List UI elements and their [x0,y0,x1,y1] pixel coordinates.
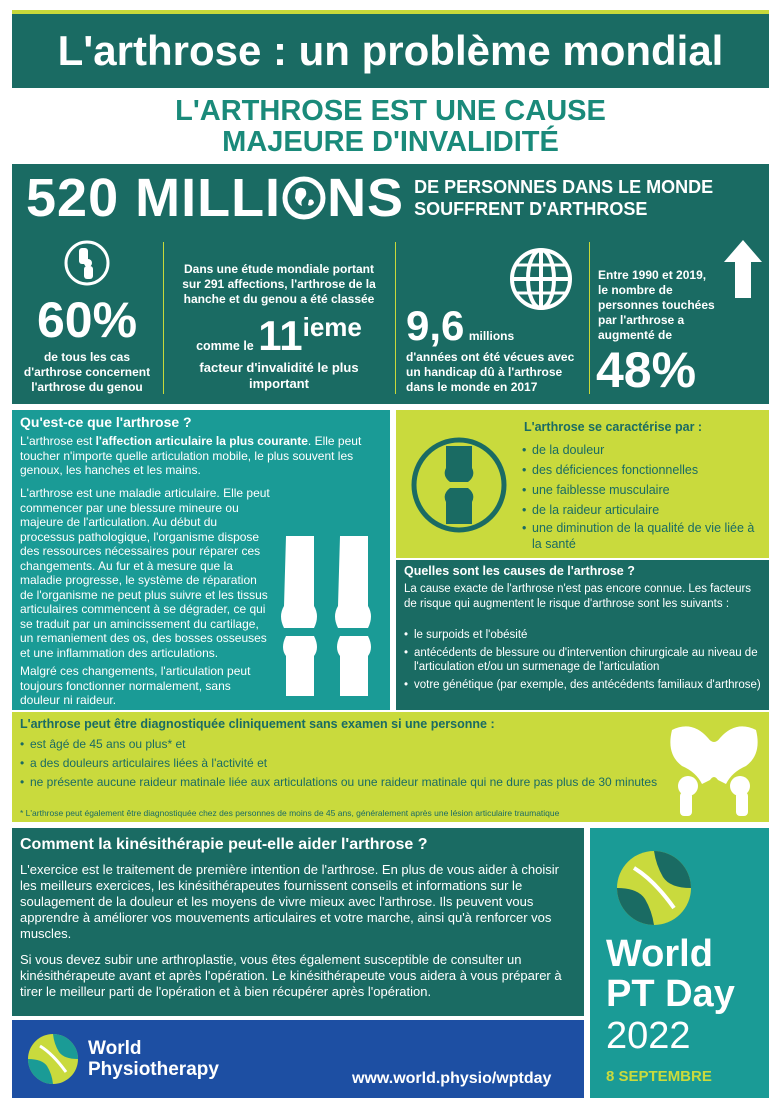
stat-ranking-prefix: comme le [196,339,254,353]
stat-knee-desc-2: d'arthrose concernent [23,365,151,379]
headline-number-end: NS [327,168,405,228]
stat-ranking-intro-1: Dans une étude mondiale portant [183,262,375,276]
stat-increase-desc-1: Entre 1990 et 2019, [598,268,707,282]
headline-description [414,176,713,220]
characteristics-section [396,410,769,558]
stat-increase-desc-4: par l'arthrose a [598,313,685,327]
list-item: • une faiblesse musculaire [522,480,762,500]
wpt-day-year: 2022 [606,1015,691,1057]
stat-ranking-intro-3: hanche et du genou a été classée [183,292,375,306]
what-paragraph-2: L'arthrose est une maladie articulaire. Elle peut commencer par une blessure mineure ou majeure de l'articulation. Au début du processus pathologique, l'organisme dispose des ressources nécessaires pour réparer ces changements. Au fur et à mesure que la maladie progresse, le système de réparation de l'organisme ne peut plus suivre et les tissus articulaires commencent à se dégrader, ce qui se traduit par un amincissement du cartilage, un remaniement des os, des bosses osseuses et une inflammation des articulations. [20,486,270,660]
wpt-day-date: 8 SEPTEMBRE [606,1068,712,1085]
stat-ranking-desc-1: facteur d'invalidité le plus [199,360,359,375]
world-pt-day-logo-icon [614,848,694,928]
what-p1-bold: l'affection articulaire la plus courante [95,434,308,448]
stat-increase [590,232,769,404]
diagnosis-footnote: * L'arthrose peut également être diagnostiquée chez des personnes de moins de 45 ans, généralement après une lésion articulaire traumatique [20,808,560,818]
knee-bones-icon [274,536,384,696]
what-heading: Qu'est-ce que l'arthrose ? [20,414,192,430]
list-item: • votre génétique (par exemple, des antécédents familiaux d'arthrose) [404,678,764,693]
causes-heading: Quelles sont les causes de l'arthrose ? [404,564,635,578]
list-item: • le surpoids et l'obésité [404,628,764,643]
what-paragraph-1 [20,434,384,478]
diagnosis-list [20,736,660,790]
stat-increase-desc-5: augmenté de [598,328,673,342]
headline-desc-2: SOUFFRENT D'ARTHROSE [414,199,648,219]
stat-ranking [164,232,394,404]
physio-heading: Comment la kinésithérapie peut-elle aider l'arthrose ? [20,836,428,853]
stat-ranking-desc [164,360,394,392]
stat-ranking-intro [164,262,394,307]
stat-increase-desc-2: le nombre de [598,283,673,297]
stat-knee-desc-3: l'arthrose du genou [31,380,143,394]
stat-disability-desc [406,350,574,395]
world-pt-day-panel [590,828,769,1098]
globe-grid-icon [508,246,574,312]
list-item: • une diminution de la qualité de vie liée à la santé [522,520,762,552]
stat-knee-value: 60% [36,292,138,348]
stat-increase-desc [598,268,715,343]
list-item: • antécédents de blessure ou d'intervention chirurgicale au niveau de l'articulation et/ou un surmenage de l'articulation [404,646,764,675]
stat-disability-desc-1: d'années ont été vécues avec [406,350,575,364]
globe-icon [282,176,326,220]
stat-ranking-suffix: ieme [302,312,362,342]
stat-disability-number: 9,6 [406,302,465,349]
footer-org-line-2: Physiotherapy [88,1059,219,1080]
what-p1-start: L'arthrose est [20,434,96,448]
list-item: • a des douleurs articulaires liées à l'activité et [20,755,660,771]
causes-list [404,628,764,692]
footer-org-line-1: World [88,1038,142,1059]
stat-ranking-desc-2: important [249,376,309,391]
characteristics-heading: L'arthrose se caractérise par : [524,420,703,434]
world-physiotherapy-logo-icon [26,1032,80,1086]
list-item: • ne présente aucune raideur matinale liée aux articulations ou une raideur matinale qui ne dure pas plus de 30 minutes [20,774,660,790]
subtitle-line-1: L'ARTHROSE EST UNE CAUSE [175,95,606,127]
joint-circle-icon [410,436,508,534]
stat-ranking-number: 11 [258,312,303,359]
footer-org-name [88,1038,219,1080]
causes-intro: La cause exacte de l'arthrose n'est pas encore connue. Les facteurs de risque qui augmentent le risque d'arthrose sont les suivants : [404,583,752,610]
what-paragraph-3: Malgré ces changements, l'articulation peut toujours fonctionner normalement, sans douleur ni raideur. [20,664,251,707]
page-title [12,14,769,88]
physio-paragraph-2: Si vous devez subir une arthroplastie, vous êtes également susceptible de consulter un kinésithérapeute avant et après l'opération. Le kinésithérapeute vous aidera à vous préparer à tirer le meilleur parti de l'opération et à bien récupérer après l'opération. [20,952,562,999]
subtitle [12,96,769,158]
headline-number [26,167,404,229]
headline-banner [12,164,769,232]
list-item: • de la raideur articulaire [522,500,762,520]
characteristics-list [522,440,762,552]
what-p1-end: . Elle peut toucher n'importe quelle articulation mobile, le plus souvent les genoux, les hanches et les mains. [20,434,362,477]
stat-knee-desc-1: de tous les cas [43,350,131,364]
stat-disability-desc-3: dans le monde en 2017 [406,380,538,394]
stat-disability-unit: millions [468,329,515,343]
knee-joint-icon [64,240,110,286]
stats-band [12,232,769,404]
wpt-day-line-2: PT Day [606,973,735,1015]
list-item: • de la douleur [522,440,762,460]
list-item: • des déficiences fonctionnelles [522,460,762,480]
stat-knee-desc [12,350,162,395]
stat-disability-years [396,232,588,404]
diagnosis-section [12,712,769,822]
page-title-text: L'arthrose : un problème mondial [57,27,724,74]
wpt-day-line-1: World [606,933,713,975]
footer-url[interactable]: www.world.physio/wptday [352,1070,552,1087]
footer [12,1020,584,1098]
stat-increase-desc-3: personnes touchées [598,298,715,312]
stat-disability-value [406,302,514,350]
physio-paragraph-1: L'exercice est le traitement de première intention de l'arthrose. En plus de vous aider à choisir les meilleurs exercices, les kinésithérapeutes fournissent conseils et informations sur le soulagement de la douleur et les moyens de vivre mieux avec l'arthrose. Ils peuvent vous apprendre à améliorer vos mouvements articulaires et votre marche, ainsi qu'à renforcer vos muscles. [20,862,559,941]
headline-number-start: 520 MILLI [26,168,282,228]
stat-ranking-value [164,312,394,360]
headline-desc-1: DE PERSONNES DANS LE MONDE [414,177,714,197]
stat-knee [12,232,162,404]
stat-disability-desc-2: un handicap dû à l'arthrose [406,365,563,379]
pelvis-icon [662,720,766,816]
list-item: • est âgé de 45 ans ou plus* et [20,736,660,752]
what-is-osteoarthritis-section [12,410,390,710]
subtitle-line-2: MAJEURE D'INVALIDITÉ [222,126,559,158]
causes-section [396,560,769,710]
stat-ranking-intro-2: sur 291 affections, l'arthrose de la [182,277,376,291]
physiotherapy-section [12,828,584,1016]
arrow-up-icon [722,238,764,300]
diagnosis-heading: L'arthrose peut être diagnostiquée cliniquement sans examen si une personne : [20,717,495,731]
stat-increase-value: 48% [596,342,697,398]
